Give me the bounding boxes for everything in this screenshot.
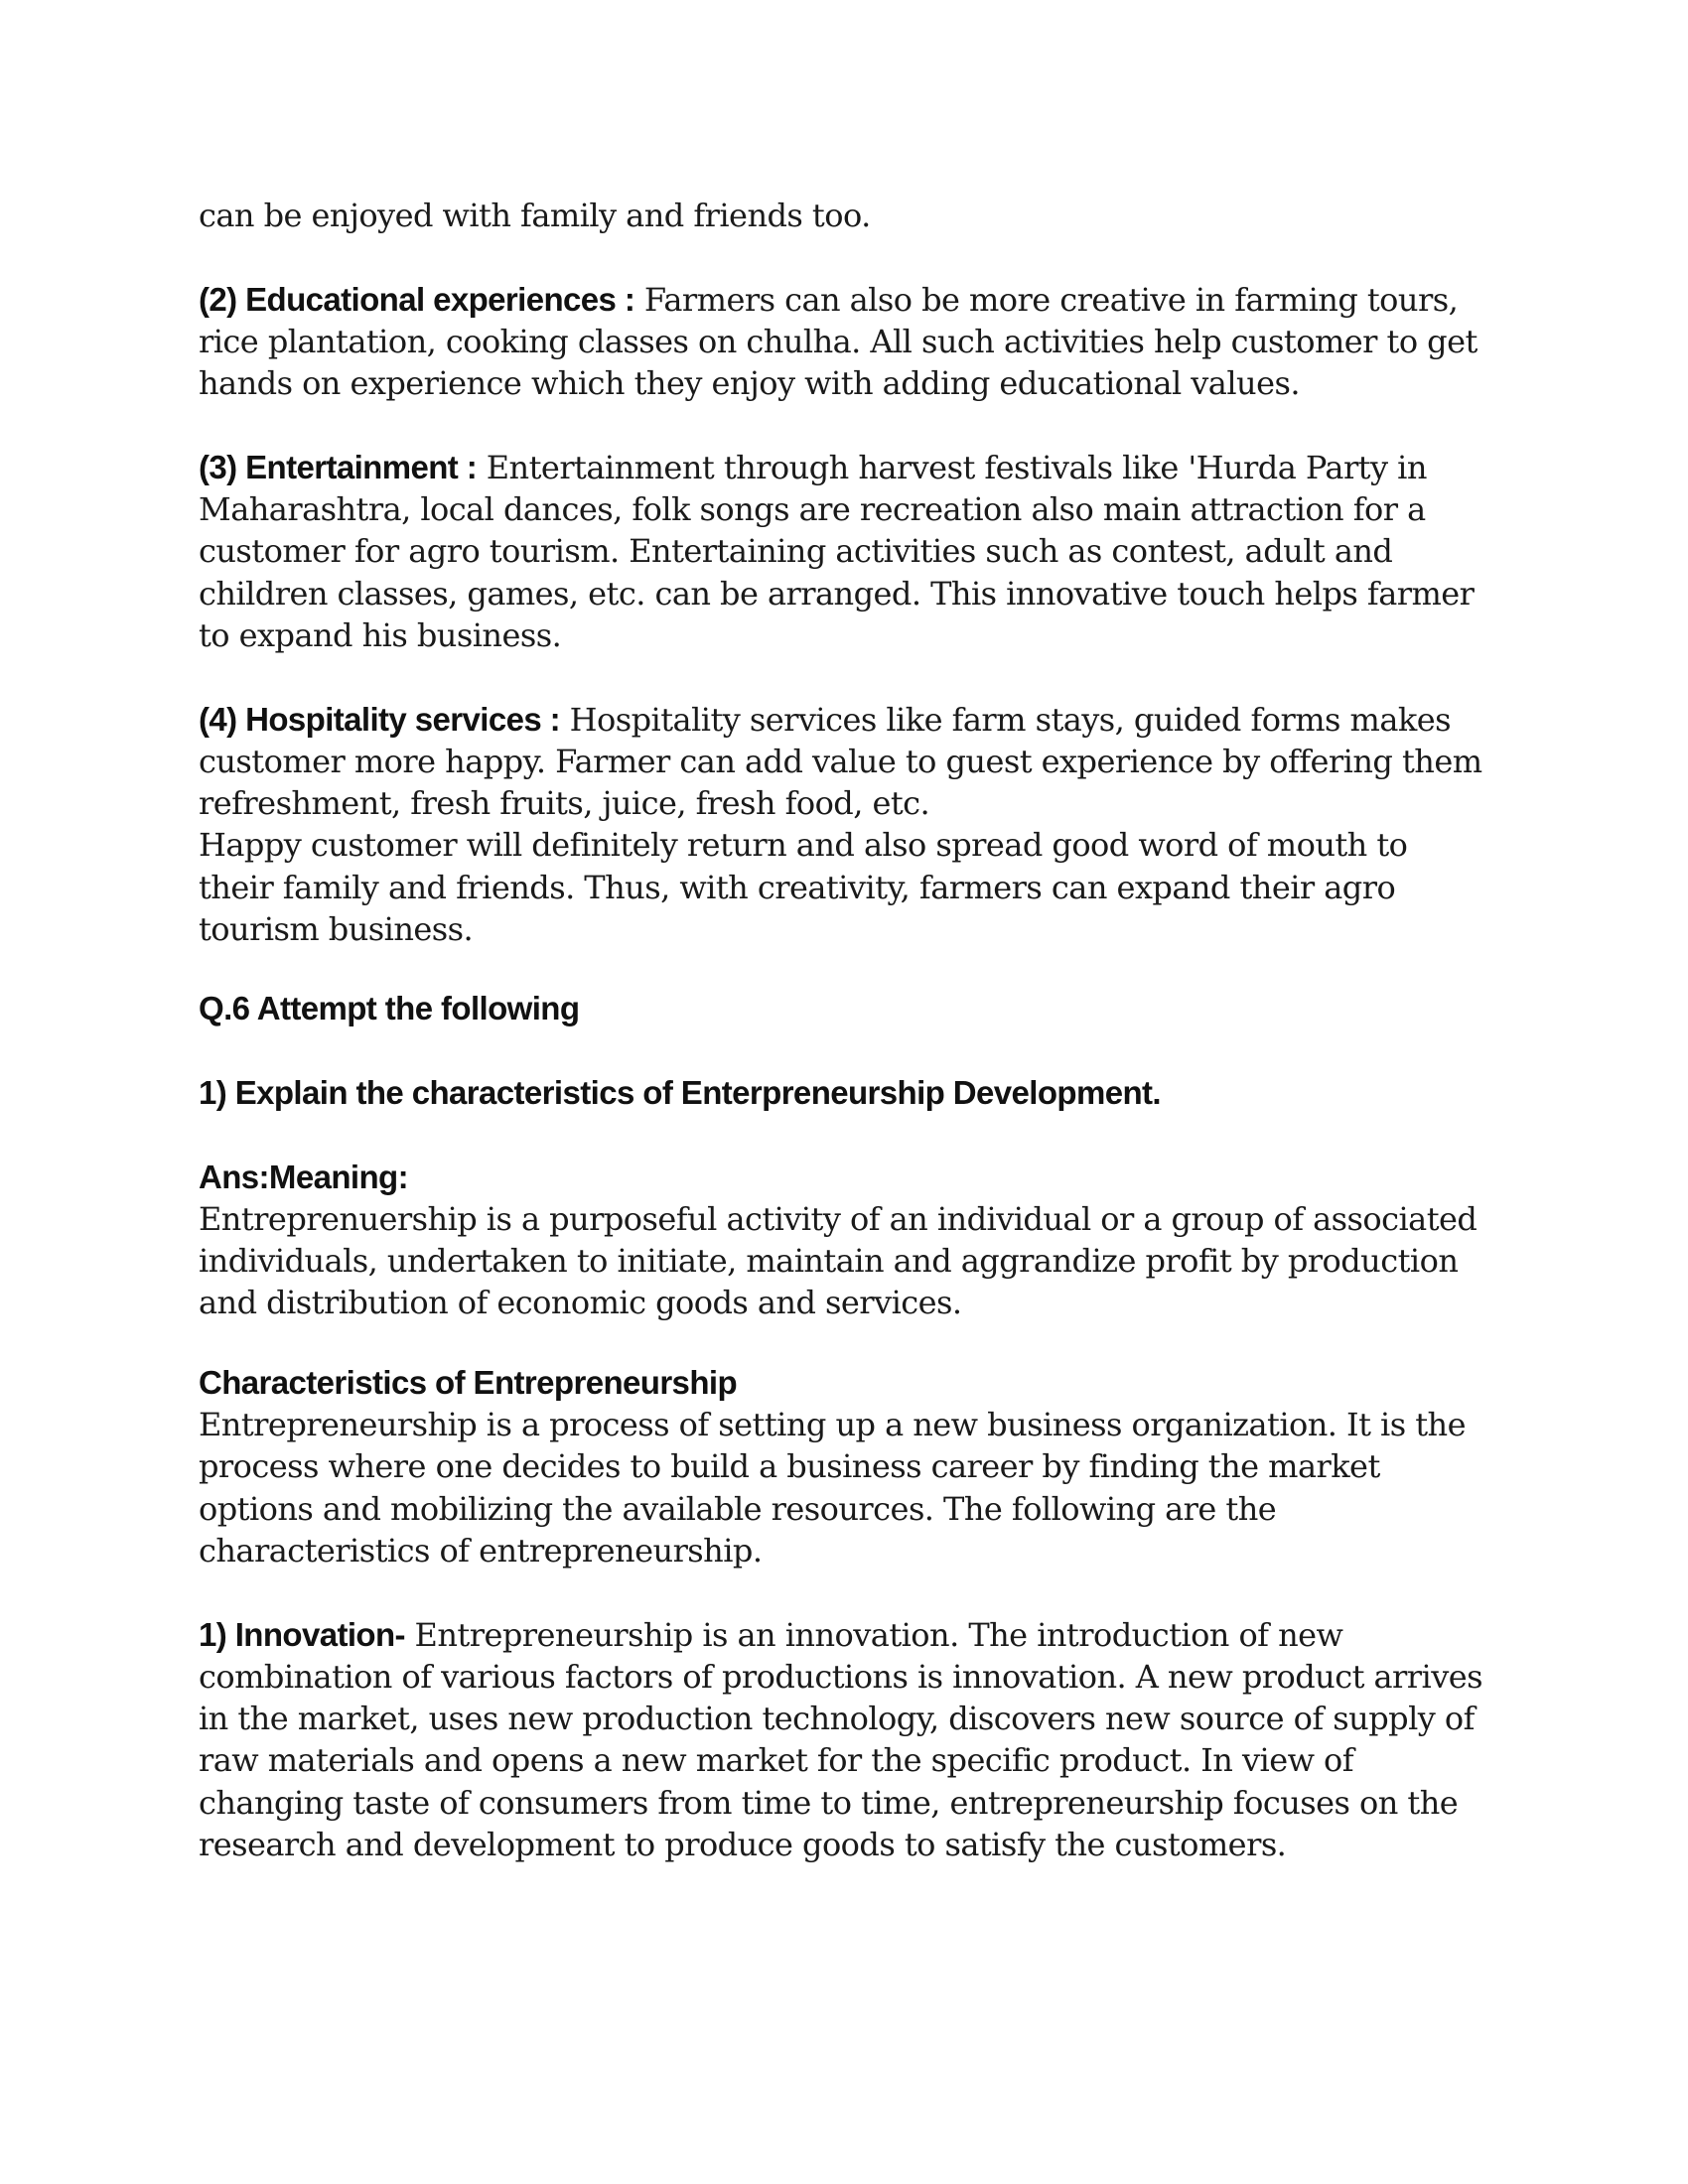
ans-heading: Ans:Meaning: (199, 1158, 408, 1195)
spacer (199, 950, 1489, 988)
document-page (199, 195, 1489, 1865)
spacer (199, 1324, 1489, 1362)
characteristics-heading: Characteristics of Entrepreneurship (199, 1363, 737, 1401)
spacer (199, 404, 1489, 446)
spacer (199, 1571, 1489, 1613)
item-label: (2) Educational experiences : (199, 280, 635, 318)
item-text: Hospitality services like farm stays, guided forms makes customer more happy. Farmer can add value to guest experience by offering them refreshment, fresh fruits, juice, fresh food, etc. (199, 700, 1482, 823)
q6-heading: Q.6 Attempt the following (199, 990, 580, 1027)
item-text: Farmers can also be more creative in farming tours, rice plantation, cooking classes on chulha. All such activities help customer to get hands on experience which they enjoy with adding educational values. (199, 280, 1477, 403)
q6-question: 1) Explain the characteristics of Enterpreneurship Development. (199, 1073, 1161, 1111)
intro-continuation: can be enjoyed with family and friends too. (199, 197, 871, 234)
innovation-text: Entrepreneurship is an innovation. The introduction of new combination of various factors of productions is innovation. A new product arrives in the market, uses new production technology, discovers new source of supply of raw materials and opens a new market for the specific product. In view of changing taste of consumers from time to time, entrepreneurship focuses on the research and development to produce goods to satisfy the customers. (199, 1615, 1483, 1863)
spacer (199, 1030, 1489, 1072)
item-entertainment (199, 447, 1489, 656)
hospitality-followup: Happy customer will definitely return and also spread good word of mouth to their family and friends. Thus, with creativity, farmers can expand their agro tourism business. (199, 826, 1408, 949)
innovation-label: 1) Innovation- (199, 1615, 405, 1653)
item-text: Entertainment through harvest festivals like 'Hurda Party in Maharashtra, local dances, folk songs are recreation also main attraction for a customer for agro tourism. Entertaining activities such as contest, adult and children classes, games, etc. can be arranged. This innovative touch helps farmer to expand his business. (199, 448, 1475, 654)
meaning-text: Entreprenuership is a purposeful activity of an individual or a group of associated individuals, undertaken to initiate, maintain and aggrandize profit by production and distribution of economic goods and services. (199, 1199, 1477, 1322)
spacer (199, 236, 1489, 278)
innovation-item (199, 1614, 1489, 1866)
spacer (199, 656, 1489, 698)
item-label: (4) Hospitality services : (199, 700, 561, 738)
item-hospitality-services (199, 699, 1489, 825)
characteristics-text: Entrepreneurship is a process of setting up a new business organization. It is the process where one decides to build a business career by finding the market options and mobilizing the available resources. The following are the characteristics of entrepreneurship. (199, 1406, 1466, 1570)
item-educational-experiences (199, 279, 1489, 405)
spacer (199, 1114, 1489, 1156)
item-label: (3) Entertainment : (199, 448, 478, 485)
